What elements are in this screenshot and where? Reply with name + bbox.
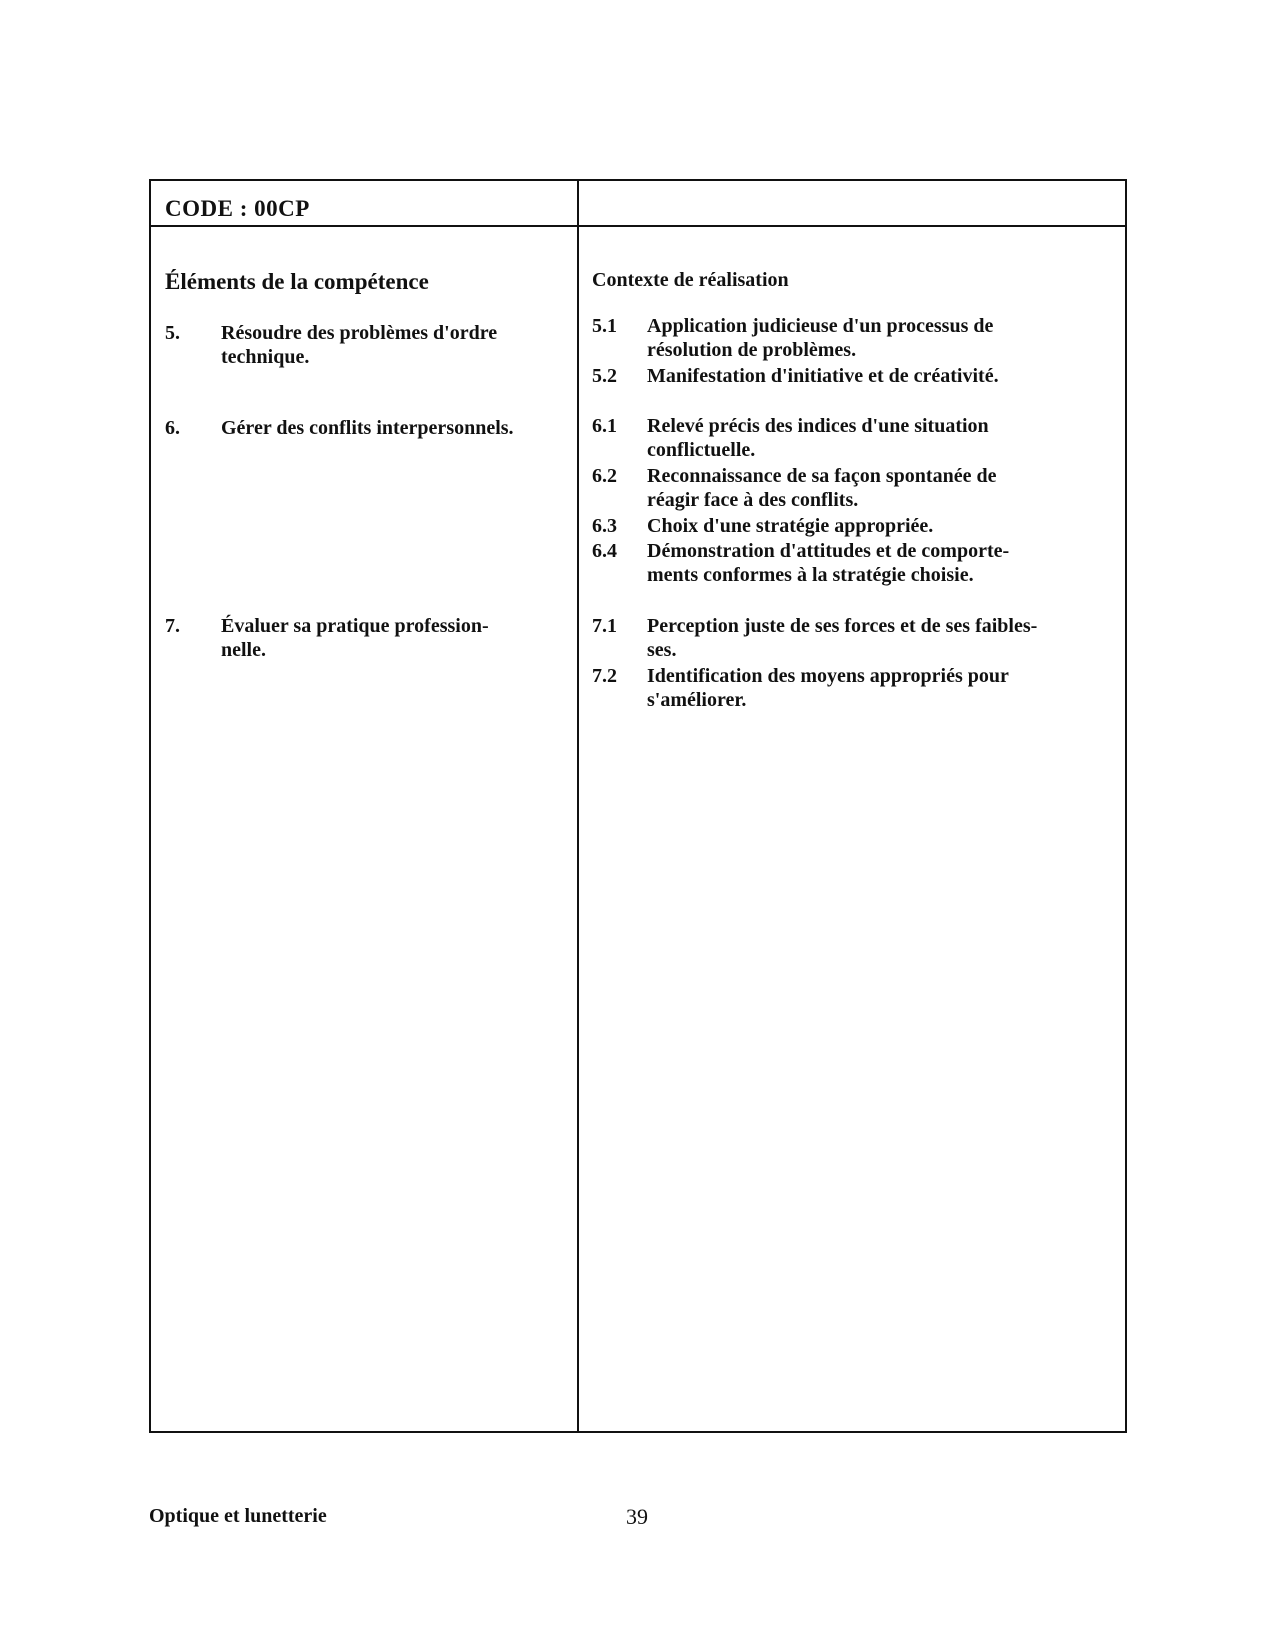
- criterion-text-line: s'améliorer.: [647, 689, 747, 711]
- element-number: 6.: [165, 417, 180, 439]
- footer-document-title: Optique et lunetterie: [149, 1505, 327, 1527]
- criterion-text-line: ses.: [647, 639, 677, 661]
- criterion-number: 5.2: [592, 365, 617, 387]
- criterion-text-line: résolution de problèmes.: [647, 339, 857, 361]
- element-text-line: Gérer des conflits interpersonnels.: [221, 417, 514, 439]
- page-number: 39: [626, 1504, 648, 1529]
- criterion-number: 7.1: [592, 615, 617, 637]
- criterion-number: 5.1: [592, 315, 617, 337]
- context-heading: Contexte de réalisation: [592, 269, 789, 291]
- element-text-line: nelle.: [221, 639, 266, 661]
- criterion-text-line: Perception juste de ses forces et de ses faibles-: [647, 615, 1038, 637]
- elements-heading: Éléments de la compétence: [165, 269, 429, 294]
- competency-table: [149, 179, 1127, 1433]
- criterion-text-line: Application judicieuse d'un processus de: [647, 315, 994, 337]
- criterion-text-line: Identification des moyens appropriés pour: [647, 665, 1009, 687]
- element-number: 7.: [165, 615, 180, 637]
- criterion-number: 6.1: [592, 415, 617, 437]
- criterion-text-line: Manifestation d'initiative et de créativité.: [647, 365, 999, 387]
- criterion-text-line: Choix d'une stratégie appropriée.: [647, 515, 934, 537]
- criterion-number: 6.4: [592, 540, 617, 562]
- criterion-number: 6.2: [592, 465, 617, 487]
- criterion-text-line: conflictuelle.: [647, 439, 756, 461]
- column-divider: [577, 181, 579, 1431]
- criterion-text-line: Relevé précis des indices d'une situation: [647, 415, 989, 437]
- criterion-text-line: Démonstration d'attitudes et de comporte-: [647, 540, 1010, 562]
- criterion-number: 7.2: [592, 665, 617, 687]
- element-text-line: Résoudre des problèmes d'ordre: [221, 322, 498, 344]
- code-label: CODE : 00CP: [165, 196, 310, 221]
- element-text-line: technique.: [221, 346, 310, 368]
- criterion-number: 6.3: [592, 515, 617, 537]
- element-text-line: Évaluer sa pratique profession-: [221, 615, 489, 637]
- criterion-text-line: réagir face à des conflits.: [647, 489, 859, 511]
- criterion-text-line: Reconnaissance de sa façon spontanée de: [647, 465, 997, 487]
- element-number: 5.: [165, 322, 180, 344]
- criterion-text-line: ments conformes à la stratégie choisie.: [647, 564, 974, 586]
- header-row-divider: [151, 225, 1125, 227]
